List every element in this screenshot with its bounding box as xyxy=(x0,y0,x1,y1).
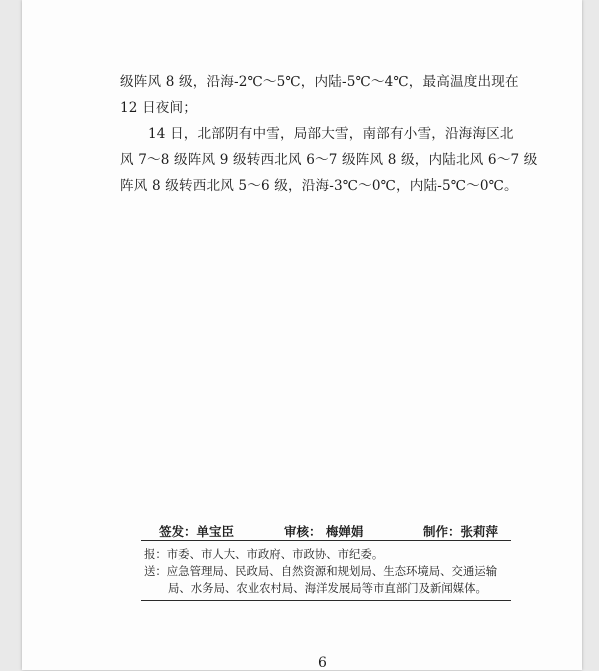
maker-label: 制作：张莉萍 xyxy=(423,524,499,539)
signature-row xyxy=(141,514,511,541)
signer-label: 签发：单宝臣 xyxy=(159,524,235,539)
reviewer-label: 审核： 梅婵娟 xyxy=(284,524,364,539)
text-line: 14 日，北部阴有中雪，局部大雪，南部有小雪，沿海海区北 xyxy=(148,126,514,142)
paragraph-day13 xyxy=(120,69,519,121)
text-line: 级阵风 8 级，沿海-2℃～5℃，内陆-5℃～4℃，最高温度出现在 xyxy=(120,74,519,90)
send-to-line-continued: 局、水务局、农业农村局、海洋发展局等市直部门及新闻媒体。 xyxy=(168,581,487,595)
distribution-list xyxy=(144,546,512,597)
document-page xyxy=(22,0,582,670)
text-line: 风 7～8 级阵风 9 级转西北风 6～7 级阵风 8 级，内陆北风 6～7 级 xyxy=(120,152,538,168)
report-to-line: 报：市委、市人大、市政府、市政协、市纪委。 xyxy=(144,547,384,561)
page-number: 6 xyxy=(318,655,327,671)
send-to-line: 送：应急管理局、民政局、自然资源和规划局、生态环境局、交通运输 xyxy=(144,564,498,578)
text-line: 阵风 8 级转西北风 5～6 级，沿海-3℃～0℃，内陆-5℃～0℃。 xyxy=(120,178,518,194)
distribution-bottom-rule xyxy=(141,600,511,601)
paragraph-day14 xyxy=(120,121,538,199)
text-line: 12 日夜间； xyxy=(120,100,198,116)
